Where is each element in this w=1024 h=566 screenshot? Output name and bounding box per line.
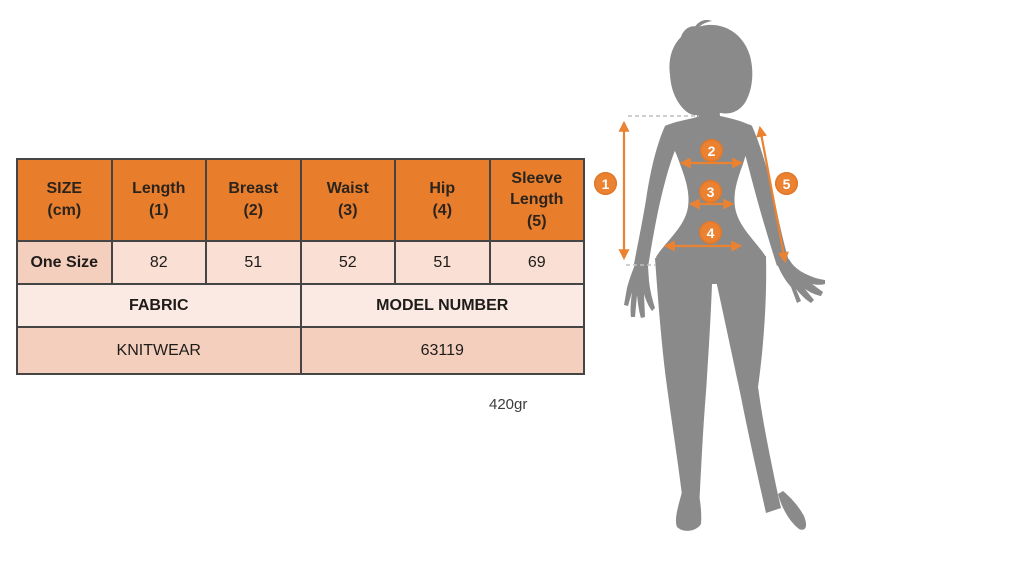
col-header-title: Hip <box>429 180 456 198</box>
fabric-value-cell: KNITWEAR <box>17 327 301 374</box>
col-header-title: SIZE <box>46 180 83 198</box>
waist-value-cell: 52 <box>301 241 396 284</box>
measure-marker-2: 2 <box>700 139 723 162</box>
size-values-row <box>17 241 584 284</box>
measurement-figure <box>585 20 835 554</box>
col-header-sub: (cm) <box>47 202 82 219</box>
weight-note: 420gr <box>489 396 528 413</box>
col-header-size <box>17 159 112 241</box>
fabric-header-cell: FABRIC <box>17 284 301 327</box>
hip-value-cell: 51 <box>395 241 490 284</box>
sleeve-value-cell: 69 <box>490 241 585 284</box>
measure-marker-5: 5 <box>775 172 798 195</box>
size-table-header-row <box>17 159 584 241</box>
col-header-title: Breast <box>228 180 279 198</box>
col-header-sub: (5) <box>526 212 547 230</box>
info-values-row <box>17 327 584 374</box>
breast-value-cell: 51 <box>206 241 301 284</box>
model-number-header-cell: MODEL NUMBER <box>301 284 585 327</box>
col-header-title: Length <box>132 180 186 198</box>
measure-marker-4: 4 <box>699 221 722 244</box>
size-label-cell: One Size <box>17 241 112 284</box>
body-silhouette <box>624 20 825 531</box>
col-header-title: Waist <box>326 180 369 198</box>
col-header-sub: (1) <box>148 202 169 219</box>
col-header-breast <box>206 159 301 241</box>
col-header-sleeve-length <box>490 159 585 241</box>
col-header-length <box>112 159 207 241</box>
col-header-sub: (2) <box>243 202 264 219</box>
col-header-sub: (3) <box>337 202 358 219</box>
col-header-waist <box>301 159 396 241</box>
col-header-hip <box>395 159 490 241</box>
size-table <box>16 158 585 375</box>
measure-marker-3: 3 <box>699 180 722 203</box>
measure-marker-1: 1 <box>594 172 617 195</box>
col-header-title: Sleeve Length <box>510 169 564 209</box>
length-value-cell: 82 <box>112 241 207 284</box>
info-header-row <box>17 284 584 327</box>
col-header-sub: (4) <box>432 202 453 219</box>
model-number-value-cell: 63119 <box>301 327 585 374</box>
